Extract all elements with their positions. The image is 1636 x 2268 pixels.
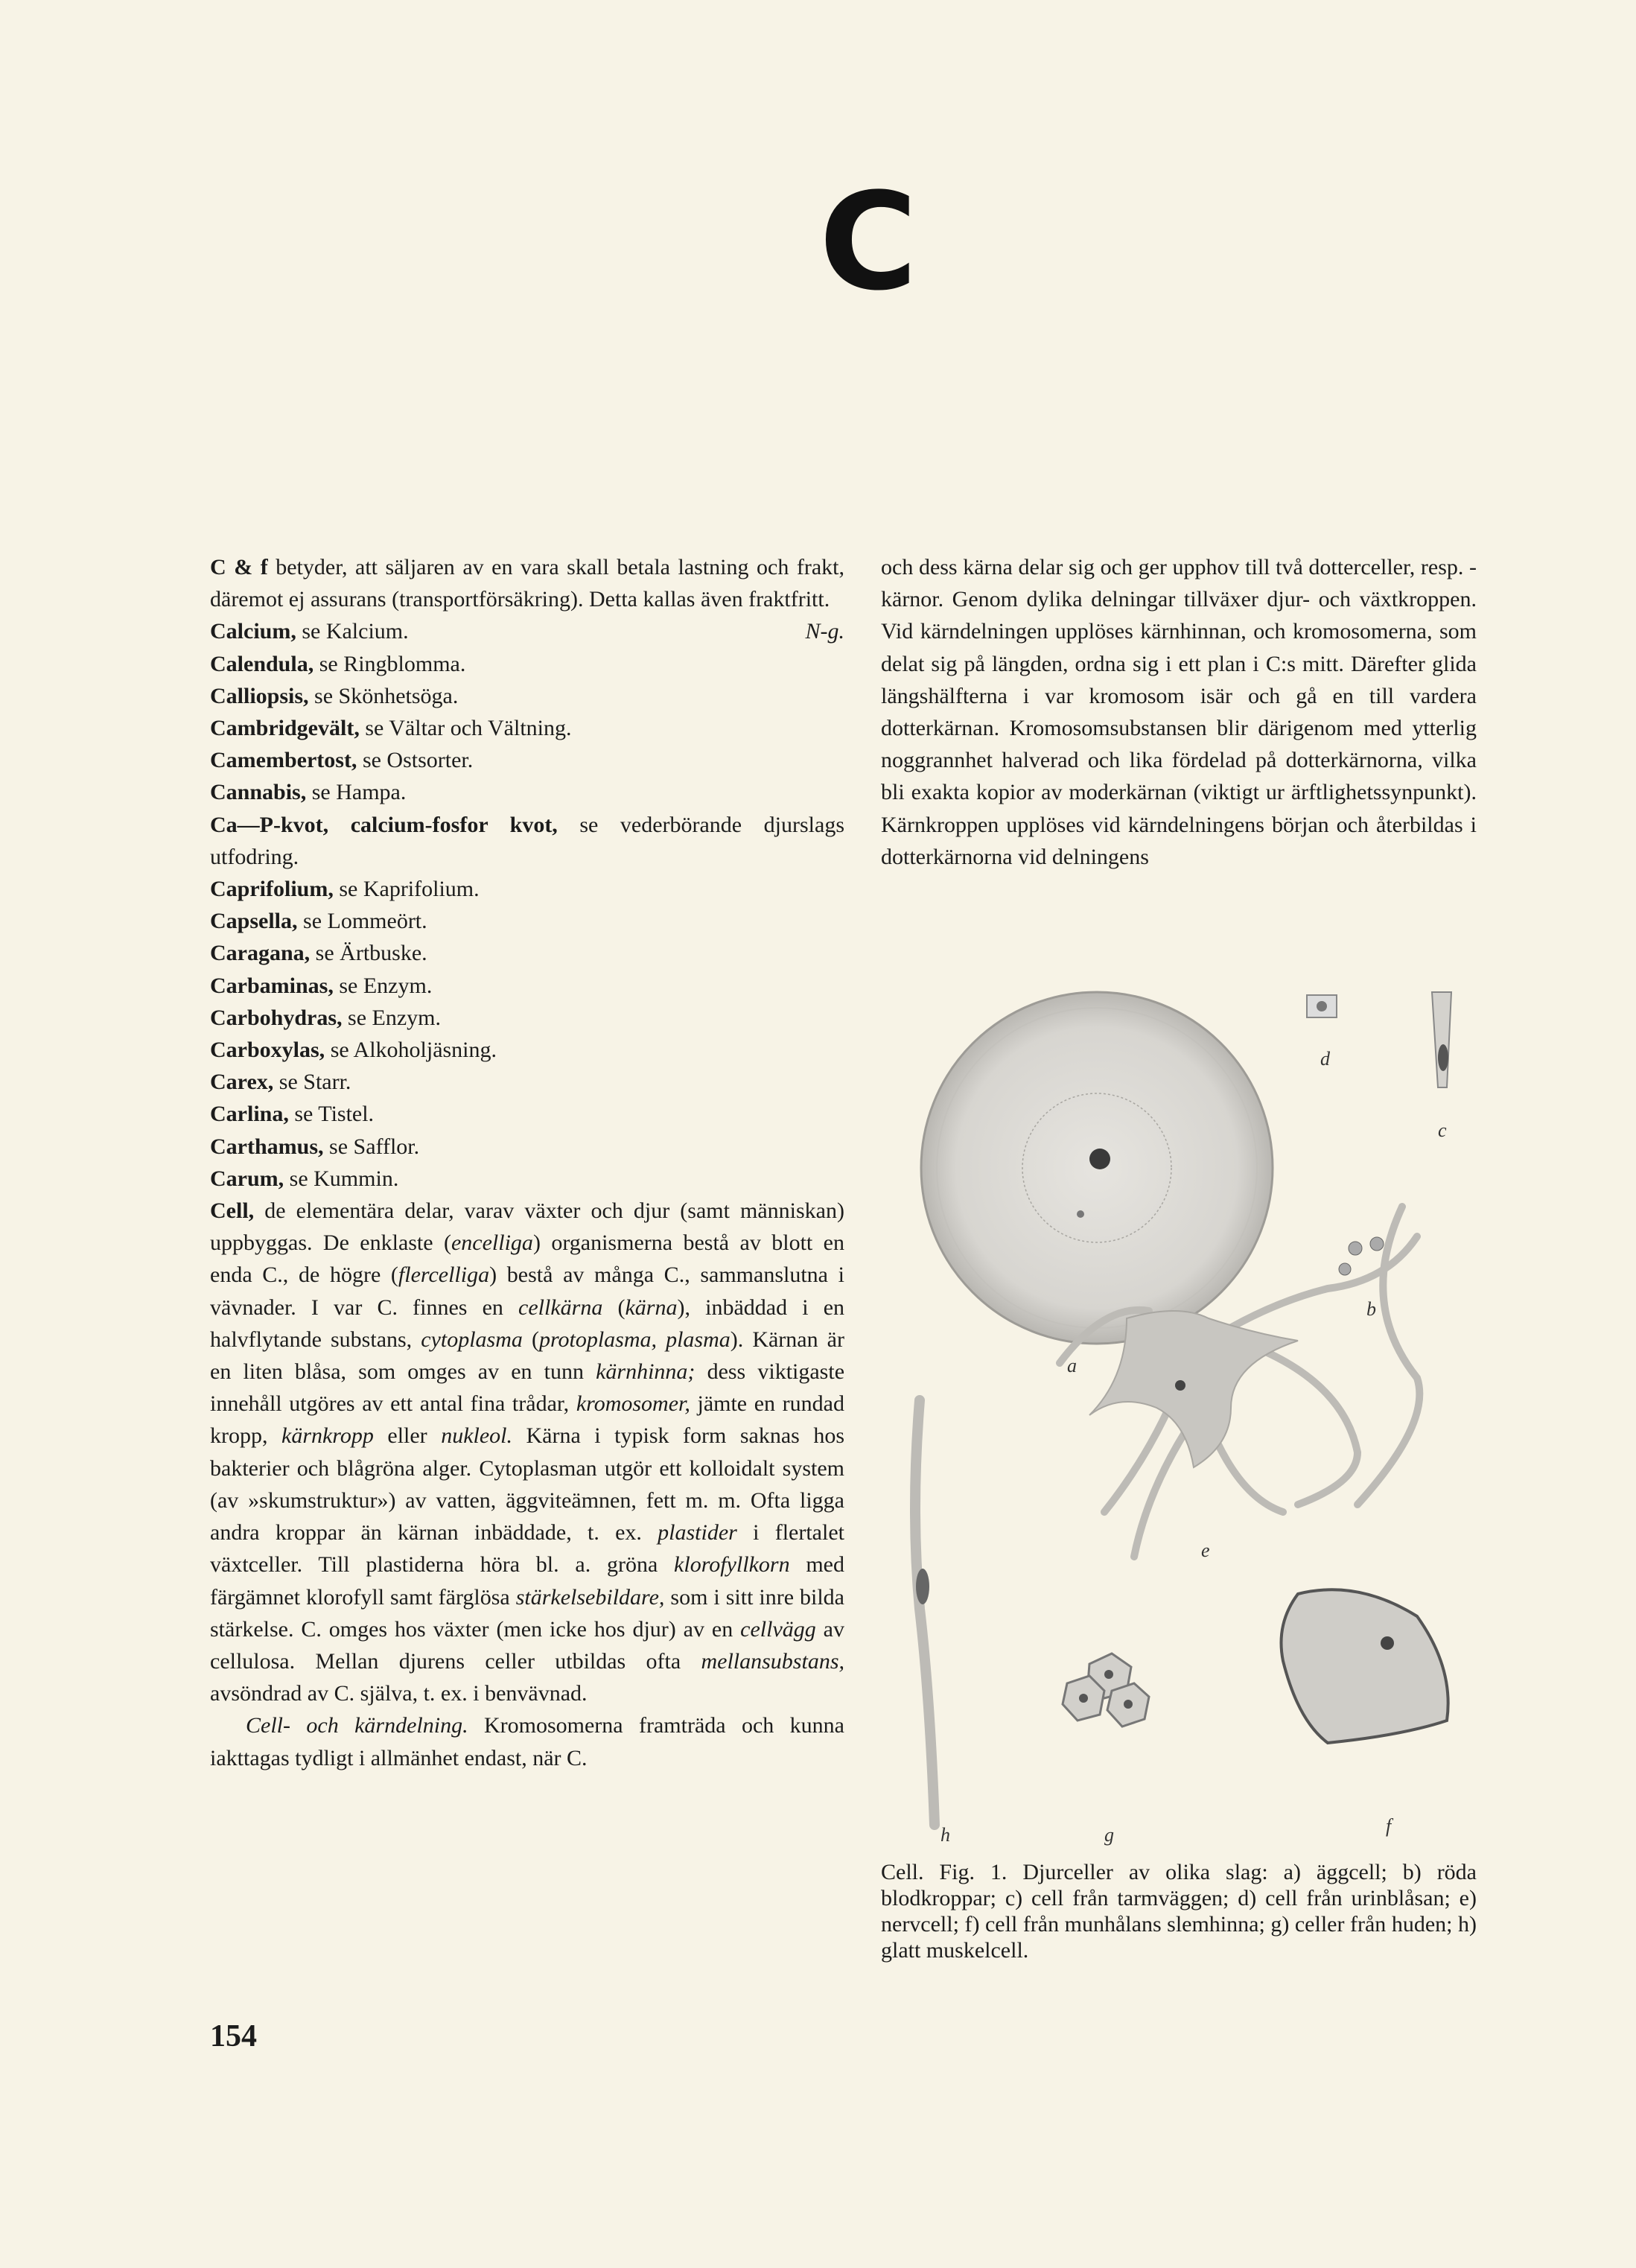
- entry-text: se Starr.: [273, 1070, 351, 1095]
- subheading: Cell- och kärndelning.: [246, 1713, 468, 1738]
- entry-term: C & f: [210, 555, 268, 579]
- entry-text: eller: [373, 1423, 442, 1449]
- entry-term: Cambridgevält,: [210, 716, 360, 741]
- dictionary-entry: [210, 680, 844, 712]
- entry-text: se Kalcium.: [296, 619, 409, 644]
- entry-text: se Ärtbuske.: [310, 941, 427, 966]
- entry-text: ). Kärnan är en liten blåsa, som omges av en tunn: [210, 1327, 844, 1385]
- entry-term: Carbohydras,: [210, 1005, 343, 1030]
- label-f: f: [1386, 1815, 1392, 1837]
- entry-term: Carbaminas,: [210, 973, 334, 998]
- right-column-paragraph: och dess kärna delar sig och ger upphov till två dotterceller, resp. -kärnor. Genom dylika delningar tillväxer djur- och växtkroppen. Vid kärndelningen upplöses kärnhinnan, och kromosomerna, som delat sig på längden, ordna sig i ett plan i C:s mitt. Därefter glida längshälfterna i var kromosom isär och gå en till vardera dotterkärnan. Kromosomsubstansen blir därigenom med ytterlig noggrannhet halverad och lika fördelad på dotterkärnorna, vilka bli exakta kopior av moderkärnan (viktigt ur ärftlighetssynpunkt). Kärnkroppen upplöses vid kärndelningens början och återbildas i dotterkärnorna vid delningens: [881, 555, 1477, 869]
- entry-term: Calliopsis,: [210, 683, 309, 708]
- entry-text: se Ringblomma.: [313, 651, 466, 676]
- entry-list: [210, 615, 844, 1195]
- figure-caption: Cell. Fig. 1. Djurceller av olika slag: a) äggcell; b) röda blodkroppar; c) cell från tarmväggen; d) cell från urinblåsan; e) nervcell; f) cell från munhålans slemhinna; g) celler från huden; h) glatt muskelcell.: [881, 1860, 1477, 1963]
- label-e: e: [1201, 1540, 1210, 1561]
- entry-term: Caragana,: [210, 941, 311, 966]
- dictionary-entry: [210, 873, 844, 905]
- italic-term: protoplasma, plasma: [538, 1327, 731, 1352]
- italic-term: cellkärna: [518, 1295, 603, 1320]
- entry-term: Calcium,: [210, 619, 296, 644]
- italic-term: plastider: [658, 1520, 737, 1546]
- dictionary-entry: [210, 1034, 844, 1066]
- entry-text: se Ostsorter.: [357, 748, 474, 773]
- entry-term: Carthamus,: [210, 1134, 324, 1159]
- dictionary-entry: [210, 648, 844, 680]
- entry-term: Camembertost,: [210, 748, 357, 773]
- entry-text: dess viktigaste innehåll utgöres av ett antal fina trådar,: [210, 1359, 845, 1417]
- entry-text: se Vältar och Vältning.: [359, 716, 572, 741]
- dictionary-entry: [210, 744, 844, 776]
- entry-text: ), inbäddad i en halvflytande substans,: [210, 1295, 845, 1352]
- dictionary-entry: [210, 1131, 844, 1163]
- skin-cells-illustration: [1063, 1654, 1149, 1727]
- dictionary-entry: [210, 1163, 844, 1195]
- entry-term: Carboxylas,: [210, 1038, 325, 1063]
- entry-term: Carlina,: [210, 1102, 289, 1127]
- italic-term: cellvägg: [740, 1616, 816, 1642]
- dictionary-entry: [210, 615, 844, 647]
- dictionary-entry: [210, 809, 844, 873]
- intestinal-cell-illustration: [1432, 992, 1451, 1087]
- dictionary-entry: [210, 1098, 844, 1130]
- entry-term: Caprifolium,: [210, 877, 334, 902]
- right-column: [881, 551, 1477, 873]
- entry-cell: [210, 1195, 844, 1709]
- entry-term: Cell,: [210, 1198, 255, 1224]
- entry-text: med färgämnet klorofyll samt färglösa: [210, 1552, 844, 1610]
- entry-term: Calendula,: [210, 651, 314, 676]
- entry-term: Carum,: [210, 1166, 284, 1191]
- label-b: b: [1366, 1298, 1376, 1320]
- dictionary-entry: [210, 1066, 844, 1098]
- entry-text: se Tistel.: [288, 1102, 375, 1127]
- entry-text: se Enzym.: [342, 1005, 441, 1030]
- cell-illustration: [881, 991, 1477, 1847]
- entry-text: se Skönhetsöga.: [308, 683, 459, 708]
- italic-term: flercelliga: [398, 1262, 490, 1288]
- entry-text: de elementära delar, varav växter och djur (samt människan) uppbyggas. De enklaste (: [210, 1198, 844, 1256]
- mucosa-cell-illustration: [1282, 1589, 1448, 1743]
- dictionary-entry: [210, 905, 844, 937]
- label-a: a: [1067, 1355, 1077, 1376]
- entry-text: av cellulosa. Mellan djurens celler utbildas ofta: [210, 1616, 844, 1674]
- entry-text: ) organismerna bestå av blott en enda C., de högre (: [210, 1230, 844, 1288]
- italic-term: kärnhinna;: [596, 1359, 696, 1385]
- entry-text: som i sitt inre bilda stärkelse. C. omges hos växter (men icke hos djur) av en: [210, 1584, 845, 1642]
- section-letter: C: [819, 165, 918, 320]
- bladder-cell-illustration: [1307, 995, 1337, 1017]
- italic-term: nukleol.: [441, 1423, 512, 1449]
- label-h: h: [940, 1824, 950, 1846]
- dictionary-entry: [210, 1002, 844, 1034]
- entry-text: jämte en rundad kropp,: [210, 1391, 844, 1449]
- paragraph-text: Kromosomerna framträda och kunna iakttagas tydligt i allmänhet endast, när C.: [210, 1713, 845, 1770]
- entry-text: avsöndrad av C. själva, t. ex. i benvävnad.: [210, 1681, 588, 1706]
- dictionary-entry: [210, 776, 844, 808]
- label-g: g: [1104, 1824, 1114, 1846]
- entry-term: Cannabis,: [210, 780, 307, 805]
- entry-text: se Alkoholjäsning.: [325, 1038, 497, 1063]
- entry-term: Ca—P-kvot, calcium-fosfor kvot,: [210, 812, 558, 837]
- entry-term: Capsella,: [210, 909, 298, 934]
- italic-term: cytoplasma: [421, 1327, 523, 1352]
- entry-text: (: [602, 1295, 626, 1320]
- entry-text: se Lommeört.: [297, 909, 427, 934]
- dictionary-entry: [210, 937, 844, 969]
- italic-term: klorofyllkorn: [674, 1552, 790, 1578]
- label-d: d: [1320, 1048, 1330, 1070]
- entry-text: se Kummin.: [284, 1166, 399, 1191]
- cell-figure: [881, 991, 1477, 1847]
- italic-term: kärna: [625, 1295, 678, 1320]
- entry-term: Carex,: [210, 1070, 274, 1095]
- entry-text: betyder, att säljaren av en vara skall betala lastning och frakt, däremot ej assurans (transportförsäkring). Detta kallas även fraktfritt.: [210, 555, 844, 612]
- egg-cell-illustration: [921, 992, 1273, 1344]
- dictionary-entry: [210, 712, 844, 744]
- author-signature: N-g.: [805, 619, 844, 644]
- muscle-cell-illustration: [915, 1400, 935, 1825]
- label-c: c: [1438, 1119, 1447, 1141]
- entry-text: (: [522, 1327, 539, 1352]
- entry-text: i flertalet växtceller. Till plastiderna höra bl. a. gröna: [210, 1520, 844, 1578]
- entry-text: se Kaprifolium.: [333, 877, 480, 902]
- italic-term: mellansubstans,: [701, 1648, 844, 1674]
- entry-text: se Enzym.: [333, 973, 433, 998]
- nerve-cell-nucleus: [1175, 1380, 1185, 1391]
- italic-term: kärnkropp: [281, 1423, 374, 1449]
- italic-term: encelliga: [451, 1230, 533, 1256]
- entry-text: se Hampa.: [306, 780, 407, 805]
- cell-division-paragraph: [210, 1709, 844, 1773]
- italic-term: stärkelsebildare,: [515, 1584, 665, 1610]
- entry-text: se vederbörande djurslags utfodring.: [210, 812, 844, 869]
- entry-text: Kärna i typisk form saknas hos bakterier och blågröna alger. Cytoplasman utgör ett kolloidalt system (av »skumstruktur») av vatten, äggviteämnen, fett m. m. Ofta ligga andra kroppar än kärnan inbäddade, t. ex.: [210, 1423, 844, 1546]
- entry-text: ) bestå av många C., sammanslutna i vävnader. I var C. finnes en: [210, 1262, 844, 1320]
- left-column: [210, 551, 844, 1774]
- italic-term: kromosomer,: [576, 1391, 690, 1417]
- dictionary-entry: [210, 970, 844, 1002]
- entry-text: se Safflor.: [323, 1134, 420, 1159]
- page-number: 154: [210, 2019, 257, 2053]
